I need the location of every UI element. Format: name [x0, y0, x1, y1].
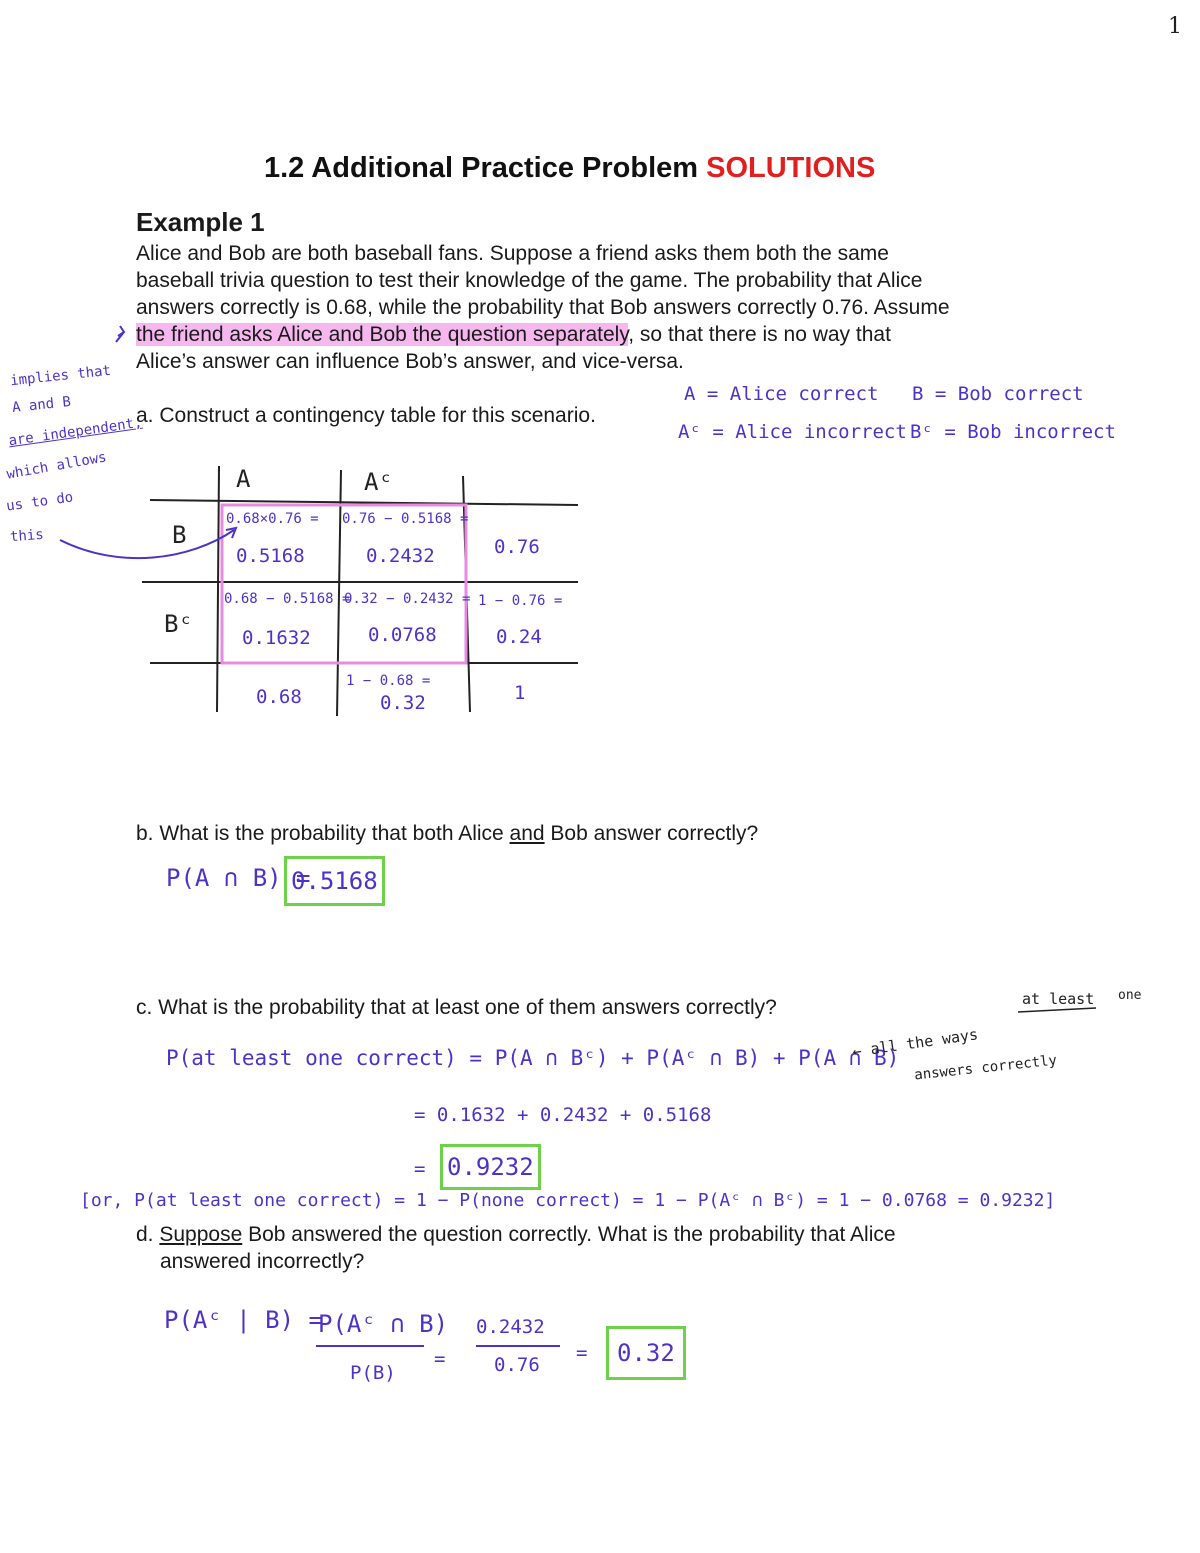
- definition-b-complement: Bᶜ = Bob incorrect: [910, 421, 1116, 443]
- part-c-note-line-2: answers correctly: [913, 1052, 1058, 1084]
- part-c-answer: 0.9232: [440, 1144, 541, 1190]
- cell-bc-a-calc: 0.68 − 0.5168 =: [224, 591, 351, 607]
- part-b-lhs: P(A ∩ B) =: [166, 864, 311, 892]
- example-line-5: Alice’s answer can influence Bob’s answer, and vice-versa.: [136, 350, 684, 373]
- part-c-alternative: [or, P(at least one correct) = 1 − P(none correct) = 1 − P(Aᶜ ∩ Bᶜ) = 1 − 0.0768 = 0.9232]: [80, 1190, 1056, 1211]
- side-note-line-1: implies that: [9, 362, 112, 390]
- part-d-numerator-1: P(Aᶜ ∩ B): [318, 1310, 449, 1338]
- cell-bc-ac-calc: 0.32 − 0.2432 =: [344, 591, 471, 607]
- part-c-line-2: = 0.1632 + 0.2432 + 0.5168: [414, 1104, 712, 1126]
- side-note-line-4: which allows: [5, 449, 108, 483]
- row-header-b: B: [172, 521, 187, 549]
- part-d-denominator-2: 0.76: [494, 1354, 540, 1376]
- part-d-eq-2: =: [576, 1342, 588, 1364]
- cell-bc-ac: 0.0768: [368, 624, 437, 646]
- definition-a: A = Alice correct: [684, 383, 879, 405]
- cell-bc-total: 0.24: [496, 626, 542, 648]
- part-c-question: c. What is the probability that at least one of them answers correctly?: [136, 996, 777, 1019]
- part-c-note-line-1: ← all the ways: [851, 1025, 980, 1061]
- cell-grand-total: 1: [514, 682, 526, 704]
- part-d-question-line-1: d. Suppose Bob answered the question correctly. What is the probability that Alice: [136, 1223, 896, 1246]
- cell-a-total: 0.68: [256, 686, 302, 708]
- cell-b-a: 0.5168: [236, 545, 305, 567]
- title-main: 1.2 Additional Practice Problem: [264, 152, 699, 184]
- part-a-question: a. Construct a contingency table for this scenario.: [136, 404, 596, 427]
- col-header-a: A: [236, 465, 251, 493]
- example-line-1: Alice and Bob are both baseball fans. Suppose a friend asks them both the same: [136, 242, 889, 265]
- cell-bc-total-calc: 1 − 0.76 =: [478, 593, 563, 609]
- part-d-answer: 0.32: [606, 1326, 686, 1380]
- example-heading: Example 1: [136, 207, 265, 237]
- part-d-question-line-2: answered incorrectly?: [160, 1250, 365, 1273]
- highlight-arrow: [116, 326, 124, 342]
- side-note-line-3: are independent,: [7, 414, 144, 450]
- side-note-line-2: A and B: [11, 393, 72, 417]
- example-line-2: baseball trivia question to test their knowledge of the game. The probability that Alice: [136, 269, 923, 292]
- cell-ac-total: 0.32: [380, 692, 426, 714]
- definition-a-complement: Aᶜ = Alice incorrect: [678, 421, 907, 443]
- cell-b-total: 0.76: [494, 536, 540, 558]
- part-d-eq-1: =: [434, 1348, 446, 1370]
- page-number: 1: [1168, 14, 1182, 39]
- part-b-answer: 0.5168: [284, 856, 385, 906]
- highlighted-phrase: the friend asks Alice and Bob the question separately: [136, 323, 629, 346]
- part-c-note-at-least: at least: [1022, 990, 1095, 1008]
- cell-b-a-calc: 0.68×0.76 =: [226, 511, 319, 527]
- example-line-3: answers correctly is 0.68, while the probability that Bob answers correctly 0.76. Assume: [136, 296, 950, 319]
- col-header-a-complement: Aᶜ: [364, 468, 393, 496]
- part-b-question: b. What is the probability that both Alice and Bob answer correctly?: [136, 822, 759, 845]
- side-note-line-5: us to do: [5, 489, 75, 515]
- cell-ac-total-calc: 1 − 0.68 =: [346, 673, 431, 689]
- part-c-line-1: P(at least one correct) = P(A ∩ Bᶜ) + P(Aᶜ ∩ B) + P(A ∩ B): [166, 1046, 900, 1070]
- side-note-arrow: [60, 530, 234, 558]
- part-c-line-3-eq: =: [414, 1158, 426, 1180]
- title-emphasis: SOLUTIONS: [706, 152, 876, 184]
- cell-b-ac: 0.2432: [366, 545, 435, 567]
- cell-b-ac-calc: 0.76 − 0.5168 =: [342, 511, 469, 527]
- cell-bc-a: 0.1632: [242, 627, 311, 649]
- definition-b: B = Bob correct: [912, 383, 1084, 405]
- side-note-line-6: this: [9, 526, 45, 546]
- part-d-lhs: P(Aᶜ | B) =: [164, 1306, 323, 1334]
- row-header-b-complement: Bᶜ: [164, 610, 193, 638]
- part-d-numerator-2: 0.2432: [476, 1316, 545, 1338]
- part-c-note-one: one: [1118, 988, 1142, 1003]
- example-line-4: the friend asks Alice and Bob the question separately, so that there is no way that: [136, 323, 891, 346]
- part-d-denominator-1: P(B): [350, 1362, 396, 1384]
